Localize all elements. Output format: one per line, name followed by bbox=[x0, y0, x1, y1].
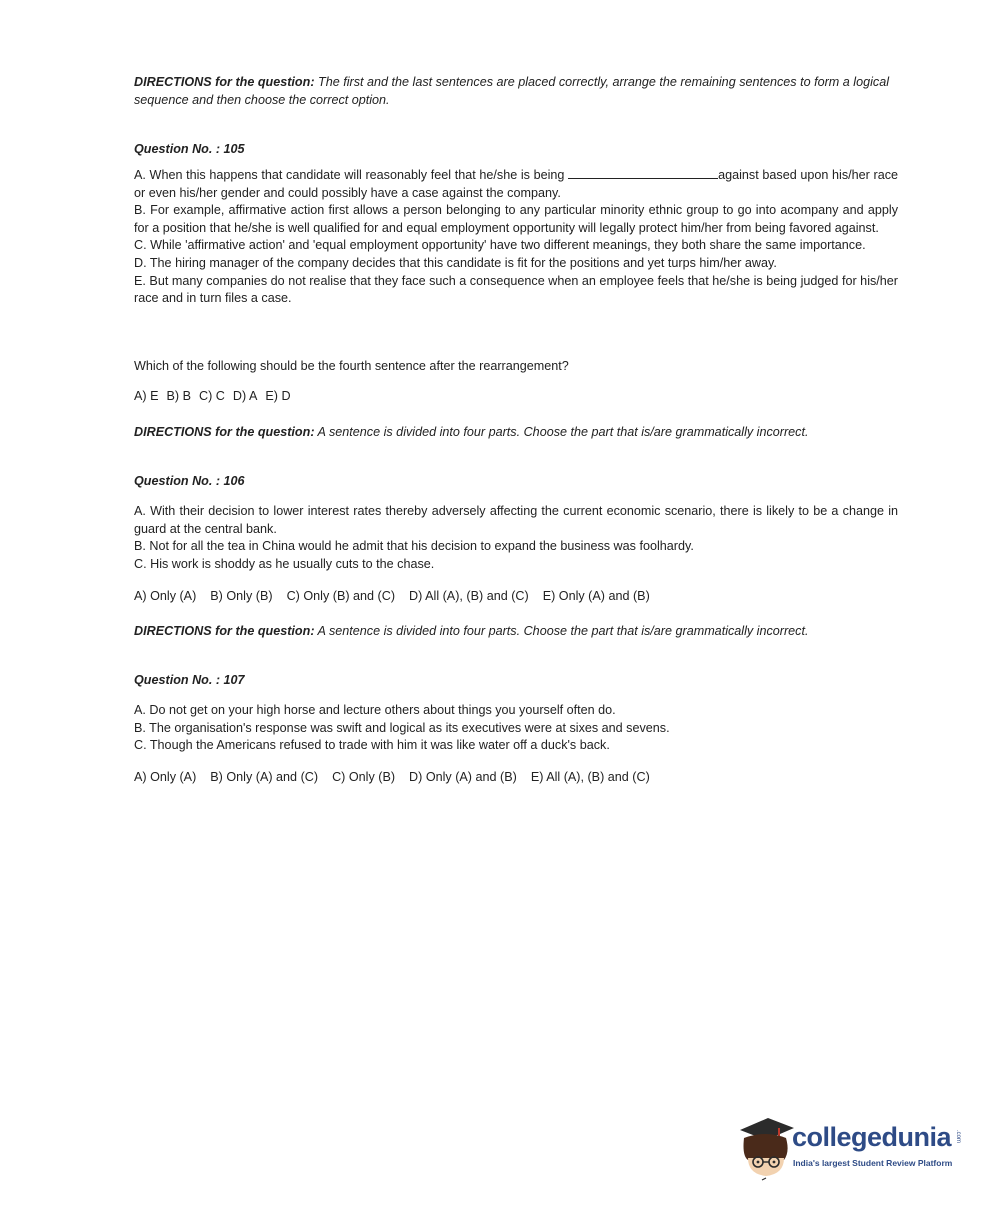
option-c: C) C bbox=[199, 389, 225, 403]
collegedunia-logo bbox=[738, 1108, 968, 1184]
question-107-options bbox=[134, 769, 898, 787]
sentence-b: B. The organisation's response was swift and logical as its executives were at sixes and sevens. bbox=[134, 720, 670, 735]
directions-text: A sentence is divided into four parts. Choose the part that is/are grammatically incorrect. bbox=[314, 425, 809, 439]
logo-suffix: .com bbox=[955, 1130, 961, 1144]
logo-wordmark: collegedunia bbox=[792, 1122, 952, 1152]
option-a: A) Only (A) bbox=[134, 589, 197, 603]
logo-tagline: India's largest Student Review Platform bbox=[793, 1158, 953, 1168]
option-e: E) All (A), (B) and (C) bbox=[530, 770, 650, 784]
directions-lead: DIRECTIONS for the question: bbox=[134, 624, 315, 638]
sentence-c: C. His work is shoddy as he usually cuts to the chase. bbox=[134, 556, 435, 571]
option-b: B) Only (A) and (C) bbox=[210, 770, 319, 784]
mascot-icon bbox=[738, 1108, 794, 1184]
question-105-body bbox=[134, 167, 898, 308]
sentence-a-post: against based upon his/her race or even his/her gender and could possibly have a case against the company. bbox=[134, 168, 899, 200]
option-d: D) A bbox=[232, 389, 258, 403]
sentence-b: B. For example, affirmative action first allows a person belonging to any particular minority ethnic group to go into acompany and apply for a position that he/she is well qualified for and equal employment opportunity will legally protect him/her from being favored against. bbox=[134, 203, 898, 235]
option-c: C) Only (B) bbox=[332, 770, 396, 784]
question-106-number: Question No. : 106 bbox=[134, 474, 245, 488]
question-106-options bbox=[134, 588, 898, 606]
question-107-number: Question No. : 107 bbox=[134, 673, 245, 687]
question-105-number: Question No. : 105 bbox=[134, 142, 245, 156]
sentence-a bbox=[134, 167, 898, 202]
sentence-c: C. Though the Americans refused to trade with him it was like water off a duck's back. bbox=[134, 738, 610, 753]
directions-text: The first and the last sentences are placed correctly, arrange the remaining sentences to form a logical sequence and then choose the correct option. bbox=[134, 75, 889, 107]
fill-blank bbox=[568, 167, 718, 179]
question-106-body bbox=[134, 503, 898, 573]
option-b: B) B bbox=[166, 389, 191, 403]
directions-105 bbox=[134, 74, 898, 109]
option-e: E) D bbox=[265, 389, 291, 403]
option-d: D) Only (A) and (B) bbox=[409, 770, 517, 784]
sentence-a-pre: A. When this happens that candidate will reasonably feel that he/she is being bbox=[134, 168, 569, 182]
directions-lead: DIRECTIONS for the question: bbox=[134, 425, 315, 439]
sentence-a: A. Do not get on your high horse and lecture others about things you yourself often do. bbox=[134, 703, 616, 717]
option-a: A) Only (A) bbox=[134, 770, 197, 784]
question-107-body bbox=[134, 702, 898, 755]
option-d: D) All (A), (B) and (C) bbox=[409, 589, 529, 603]
sentence-b: B. Not for all the tea in China would he admit that his decision to expand the business was foolhardy. bbox=[134, 539, 694, 554]
directions-107 bbox=[134, 623, 898, 641]
directions-106 bbox=[134, 424, 898, 442]
question-105-prompt: Which of the following should be the fourth sentence after the rearrangement? bbox=[134, 359, 569, 373]
sentence-e: E. But many companies do not realise that they face such a consequence when an employee feels that he/she is being judged for his/her race and in turn files a case. bbox=[134, 273, 898, 306]
option-b: B) Only (B) bbox=[210, 589, 273, 603]
sentence-a: A. With their decision to lower interest rates thereby adversely affecting the current economic scenario, there is likely to be a change in guard at the central bank. bbox=[134, 504, 898, 536]
directions-text: A sentence is divided into four parts. Choose the part that is/are grammatically incorrect. bbox=[314, 624, 809, 638]
option-a: A) E bbox=[134, 389, 159, 403]
option-e: E) Only (A) and (B) bbox=[542, 589, 650, 603]
directions-lead: DIRECTIONS for the question: bbox=[134, 75, 315, 89]
question-105-options bbox=[134, 388, 898, 406]
sentence-d: D. The hiring manager of the company decides that this candidate is fit for the positions and yet turps him/her away. bbox=[134, 255, 777, 270]
option-c: C) Only (B) and (C) bbox=[286, 589, 396, 603]
sentence-c: C. While 'affirmative action' and 'equal employment opportunity' have two different meanings, they both share the same importance. bbox=[134, 238, 866, 253]
